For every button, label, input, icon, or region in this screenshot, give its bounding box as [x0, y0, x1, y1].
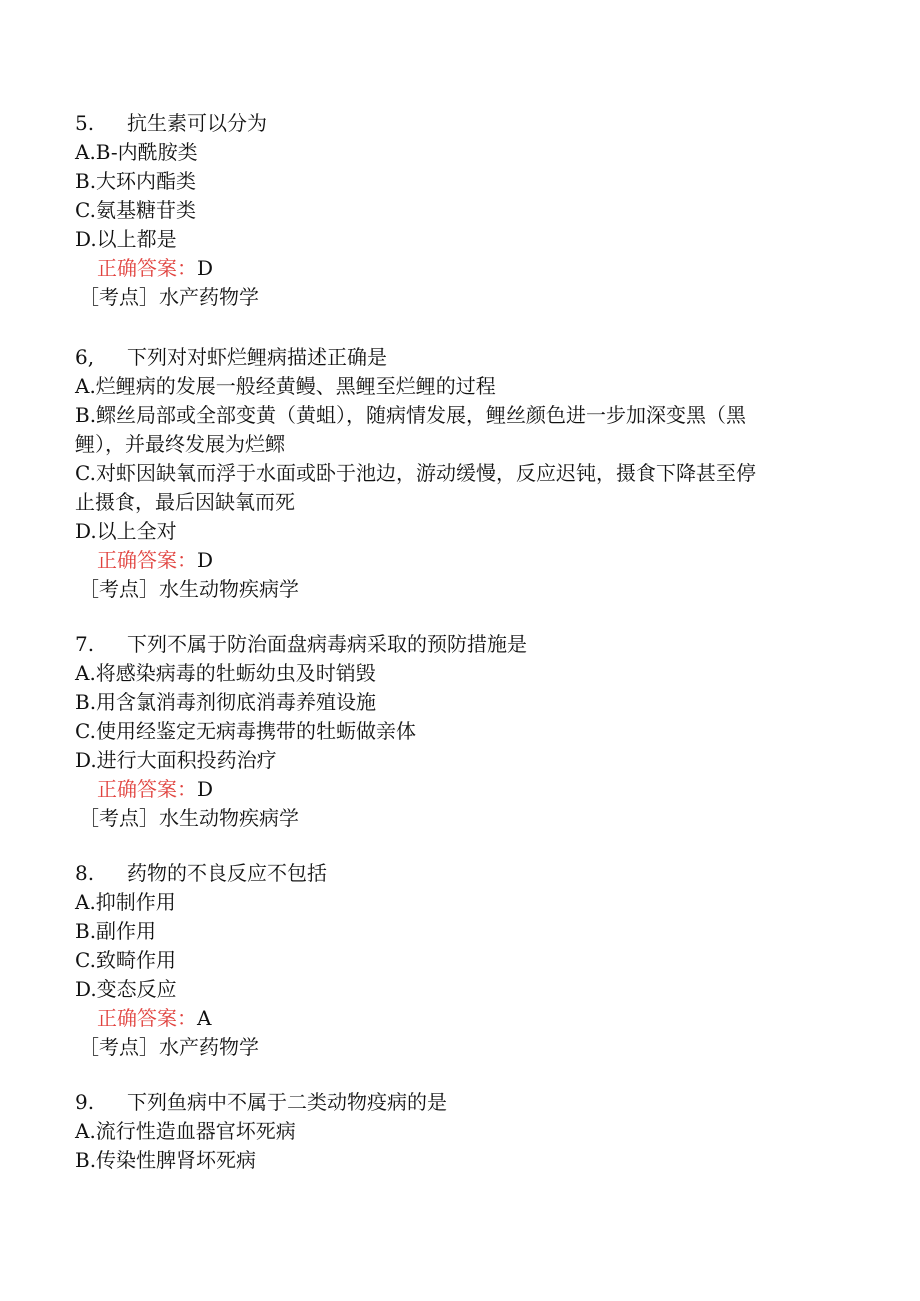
- topic-tag: ［考点］水生动物疾病学: [79, 577, 299, 601]
- question-stem: [75, 630, 835, 659]
- option-d: D.变态反应: [75, 977, 177, 1001]
- answer-value: D: [197, 777, 214, 801]
- option-b: B.传染性脾肾坏死病: [75, 1148, 257, 1172]
- correct-answer: [75, 546, 835, 575]
- correct-answer: [75, 254, 835, 283]
- option-c: C.对虾因缺氧而浮于水面或卧于池边，游动缓慢，反应迟钝，摄食下降甚至停: [75, 461, 756, 485]
- option-c: C.氨基糖苷类: [75, 198, 196, 222]
- option-a: A.B-内酰胺类: [75, 140, 198, 164]
- answer-label: 正确答案：: [97, 548, 197, 572]
- option-c: C.使用经鉴定无病毒携带的牡蛎做亲体: [75, 719, 416, 743]
- option-b: B.鳏丝局部或全部变黄（黄蛆），随病情发展，鲤丝颜色进一步加深变黑（黑: [75, 403, 747, 427]
- option-c: C.致畸作用: [75, 948, 176, 972]
- option-b-continued: 鲤），并最终发展为烂鳏: [75, 432, 285, 456]
- question-stem: [75, 109, 835, 138]
- question-text: 下列对对虾烂鲤病描述正确是: [127, 345, 387, 369]
- answer-label: 正确答案：: [97, 256, 197, 280]
- option-d: D.以上全对: [75, 519, 177, 543]
- question-number: 8.: [75, 861, 95, 885]
- option-b: B.用含氯消毒剂彻底消毒养殖设施: [75, 690, 377, 714]
- option-b: B.大环内酯类: [75, 169, 197, 193]
- question-9: [75, 1088, 835, 1175]
- topic-tag: ［考点］水产药物学: [79, 285, 259, 309]
- correct-answer: [75, 1004, 835, 1033]
- question-number: 9.: [75, 1090, 95, 1114]
- answer-label: 正确答案：: [97, 1006, 197, 1030]
- question-8: [75, 859, 835, 1062]
- question-7: [75, 630, 835, 833]
- option-a: A.抑制作用: [75, 890, 176, 914]
- option-a: A.将感染病毒的牡蛎幼虫及时销毁: [75, 661, 376, 685]
- answer-value: D: [197, 548, 214, 572]
- answer-label: 正确答案：: [97, 777, 197, 801]
- question-text: 抗生素可以分为: [127, 111, 267, 135]
- answer-value: A: [197, 1006, 212, 1030]
- option-a: A.烂鲤病的发展一般经黄鳗、黑鲤至烂鲤的过程: [75, 374, 496, 398]
- correct-answer: [75, 775, 835, 804]
- question-text: 下列鱼病中不属于二类动物疫病的是: [127, 1090, 447, 1114]
- question-text: 药物的不良反应不包括: [127, 861, 327, 885]
- question-stem: [75, 1088, 835, 1117]
- question-stem: [75, 859, 835, 888]
- question-5: [75, 109, 835, 312]
- topic-tag: ［考点］水生动物疾病学: [79, 806, 299, 830]
- question-number: 5.: [75, 111, 95, 135]
- option-c-continued: 止摄食，最后因缺氧而死: [75, 490, 295, 514]
- option-a: A.流行性造血器官坏死病: [75, 1119, 296, 1143]
- question-text: 下列不属于防治面盘病毒病采取的预防措施是: [127, 632, 527, 656]
- question-number: 7.: [75, 632, 95, 656]
- question-stem: [75, 343, 835, 372]
- question-number: 6,: [75, 345, 95, 369]
- question-6: [75, 343, 835, 604]
- topic-tag: ［考点］水产药物学: [79, 1035, 259, 1059]
- option-d: D.进行大面积投药治疗: [75, 748, 277, 772]
- option-b: B.副作用: [75, 919, 157, 943]
- answer-value: D: [197, 256, 214, 280]
- option-d: D.以上都是: [75, 227, 177, 251]
